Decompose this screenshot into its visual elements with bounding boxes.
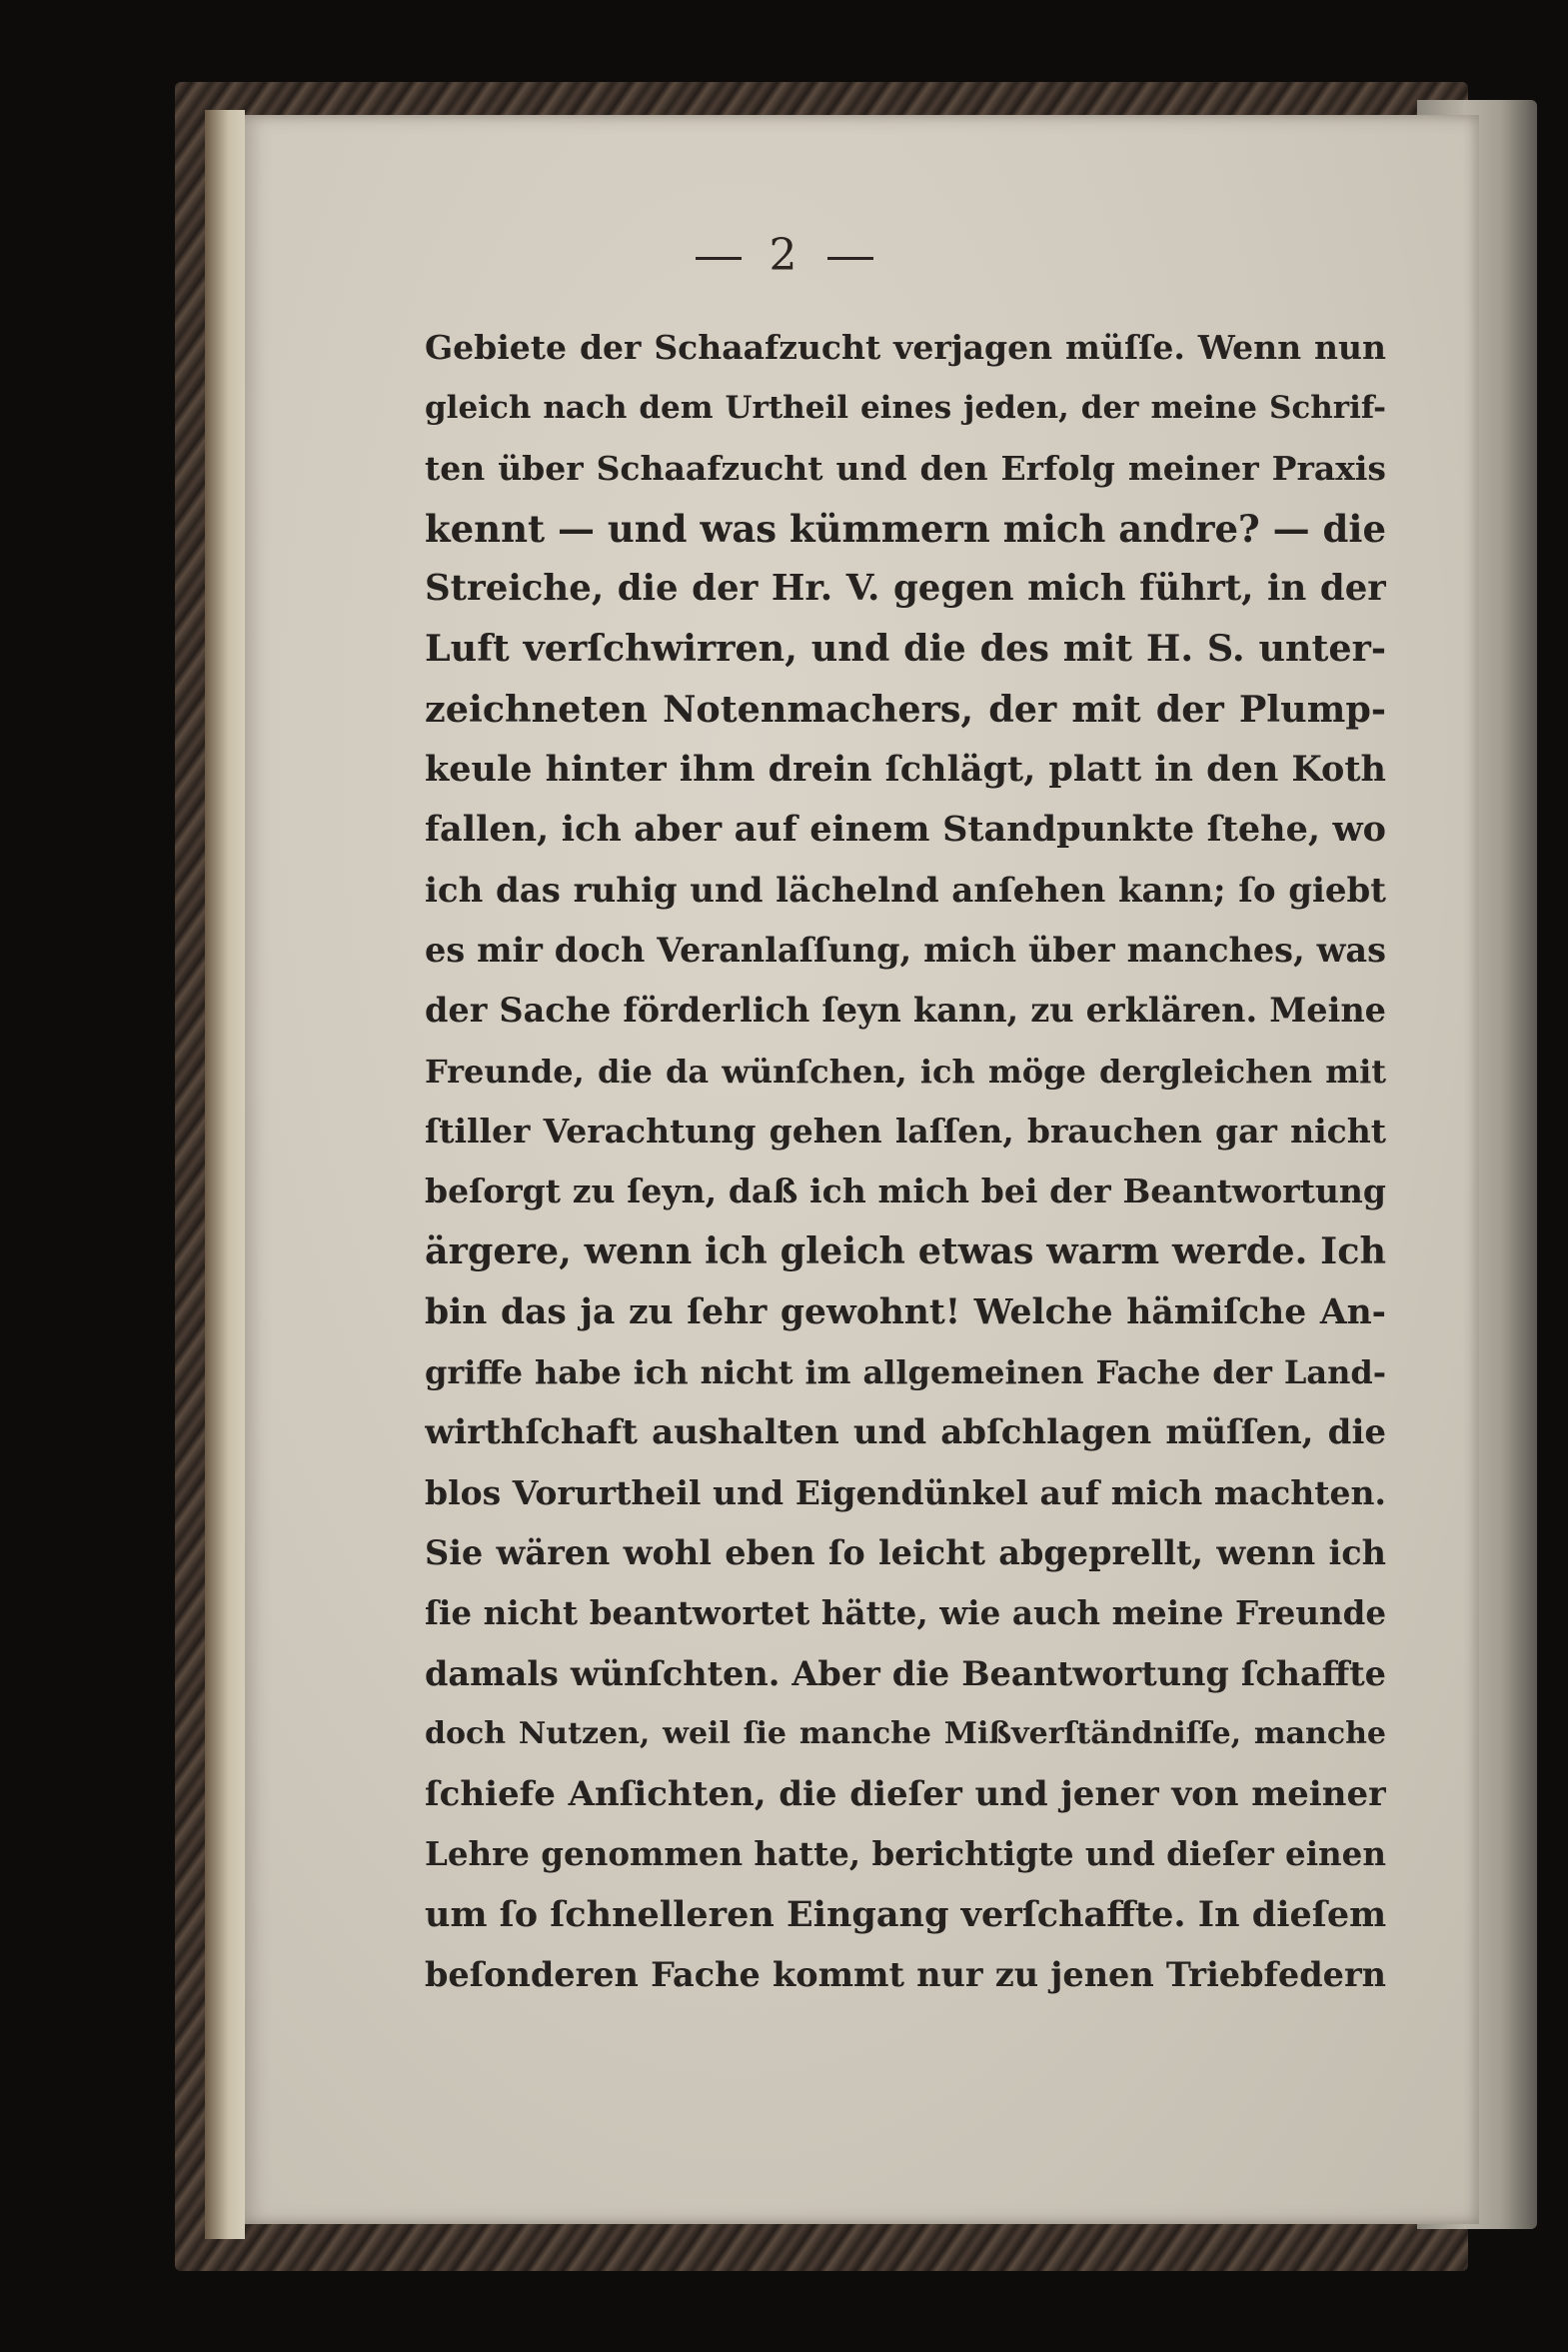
text-line: fallen, ich aber auf einem Standpunkte ſtehe, wo	[425, 809, 1386, 851]
text-line: Luft verſchwirren, und die des mit H. S. unter-	[425, 627, 1386, 671]
text-line: Gebiete der Schaafzucht verjagen müſſe. Wenn nun	[425, 328, 1386, 367]
page-number-header	[0, 230, 1568, 281]
text-line: zeichneten Notenmachers, der mit der Plump-	[425, 687, 1386, 731]
text-line: beſorgt zu ſeyn, daß ich mich bei der Beantwortung	[425, 1172, 1386, 1211]
page-number: 2	[769, 230, 799, 281]
text-line: kennt — und was kümmern mich andre? — die	[425, 506, 1386, 551]
text-line: Freunde, die da wünſchen, ich möge dergleichen mit	[425, 1052, 1386, 1091]
text-line: keule hinter ihm drein ſchlägt, platt in den Koth	[425, 749, 1386, 791]
text-line: gleich nach dem Urtheil eines jeden, der meine Schrif-	[425, 390, 1386, 427]
text-line: wirthſchaft aushalten und abſchlagen müſſen, die	[425, 1412, 1386, 1453]
left-dash	[696, 257, 742, 260]
body-text	[425, 318, 1386, 2005]
book-gutter	[205, 110, 245, 2239]
text-line: Lehre genommen hatte, berichtigte und dieſer einen	[425, 1834, 1386, 1874]
text-line: ſie nicht beantwortet hätte, wie auch meine Freunde	[425, 1593, 1386, 1633]
text-line: um ſo ſchnelleren Eingang verſchaffte. In dieſem	[425, 1893, 1386, 1935]
text-line: blos Vorurtheil und Eigendünkel auf mich machten.	[425, 1472, 1386, 1512]
text-line: ſtiller Verachtung gehen laſſen, brauchen gar nicht	[425, 1111, 1386, 1151]
text-line: doch Nutzen, weil ſie manche Mißverſtändniſſe, manche	[425, 1715, 1386, 1751]
text-line: ich das ruhig und lächelnd anſehen kann; ſo giebt	[425, 870, 1386, 911]
text-line: bin das ja zu ſehr gewohnt! Welche hämiſche An-	[425, 1291, 1386, 1332]
text-line: Streiche, die der Hr. V. gegen mich führt, in der	[425, 568, 1386, 610]
text-line: es mir doch Veranlaſſung, mich über manches, was	[425, 930, 1386, 970]
text-line: griffe habe ich nicht im allgemeinen Fache der Land-	[425, 1353, 1386, 1392]
text-line: ten über Schaafzucht und den Erfolg meiner Praxis	[425, 448, 1386, 488]
text-line: Sie wären wohl eben ſo leicht abgeprellt, wenn ich	[425, 1532, 1386, 1572]
text-line: der Sache förderlich ſeyn kann, zu erklären. Meine	[425, 991, 1386, 1031]
text-line: ſchiefe Anſichten, die dieſer und jener von meiner	[425, 1774, 1386, 1815]
text-line: beſonderen Fache kommt nur zu jenen Triebfedern	[425, 1955, 1386, 1995]
text-line: damals wünſchten. Aber die Beantwortung ſchaffte	[425, 1653, 1386, 1693]
text-line: ärgere, wenn ich gleich etwas warm werde. Ich	[425, 1229, 1386, 1273]
right-dash	[827, 257, 873, 260]
